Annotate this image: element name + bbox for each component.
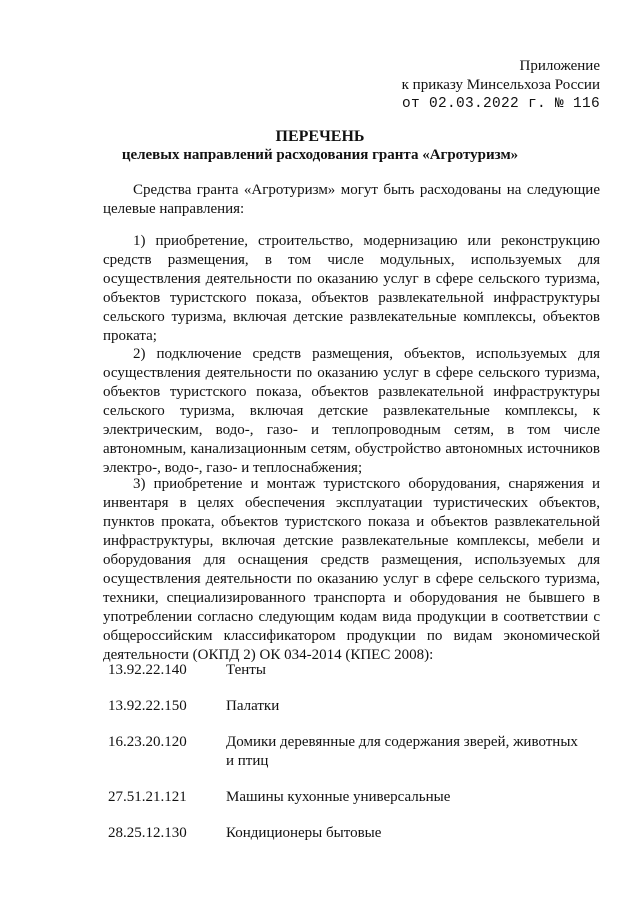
list-item-2: 2) подключение средств размещения, объектов, используемых для осуществления деятельности по оказанию услуг в сфере сельского туризма, объектов туристского показа, объектов развлекательной инфраструктуры сельского туризма, включая детские развлекательные комплексы, к электрическим, водо-, газо- и теплопроводным сетям, в том числе автономным, канализационным сетям, обустройство автономных источников электро-, водо-, газо- и теплоснабжения; [103, 346, 600, 476]
order-reference: к приказу Минсельхоза России [401, 77, 600, 93]
product-code: 13.92.22.140 [108, 662, 187, 678]
code-row [108, 824, 598, 843]
product-description: Домики деревянные для содержания зверей, животных и птиц [226, 734, 578, 769]
code-row [108, 661, 598, 680]
product-code: 27.51.21.121 [108, 789, 187, 805]
order-date-number: от 02.03.2022 г. № 116 [401, 96, 600, 112]
list-item-3: 3) приобретение и монтаж туристского оборудования, снаряжения и инвентаря в целях обеспечения эксплуатации туристических объектов, пунктов проката, объектов туристского показа и объектов развлекательной инфраструктуры, включая детские развлекательные комплексы, мебели и оборудования для оснащения средств размещения, используемых для осуществления деятельности по оказанию услуг в сфере сельского туризма, техники, специализированного транспорта и оборудования не бывшего в употреблении согласно следующим кодам вида продукции в соответствии с общероссийским классификатором продукции по видам экономической деятельности (ОКПД 2) ОК 034-2014 (КПЕС 2008): [103, 476, 600, 663]
product-description: Тенты [226, 662, 266, 678]
code-row [108, 697, 598, 716]
code-row [108, 788, 598, 807]
appendix-header [402, 57, 600, 114]
document-subtitle: целевых направлений расходования гранта «Агротуризм» [121, 147, 519, 163]
document-title: ПЕРЕЧЕНЬ [275, 128, 365, 145]
product-description: Машины кухонные универсальные [226, 789, 451, 805]
code-row [108, 733, 598, 771]
product-code-list [108, 661, 598, 860]
product-code: 28.25.12.130 [108, 825, 187, 841]
product-code: 13.92.22.150 [108, 698, 187, 714]
product-code: 16.23.20.120 [108, 734, 187, 750]
appendix-label: Приложение [519, 58, 600, 74]
product-description: Палатки [226, 698, 280, 714]
product-description: Кондиционеры бытовые [226, 825, 382, 841]
list-item-1: 1) приобретение, строительство, модернизацию или реконструкцию средств размещения, в том числе модульных, используемых для осуществления деятельности по оказанию услуг в сфере сельского туризма, объектов туристского показа, объектов развлекательной инфраструктуры сельского туризма, включая детские развлекательные комплексы, объектов проката; [103, 233, 600, 344]
intro-paragraph: Средства гранта «Агротуризм» могут быть расходованы на следующие целевые направления: [103, 182, 600, 217]
